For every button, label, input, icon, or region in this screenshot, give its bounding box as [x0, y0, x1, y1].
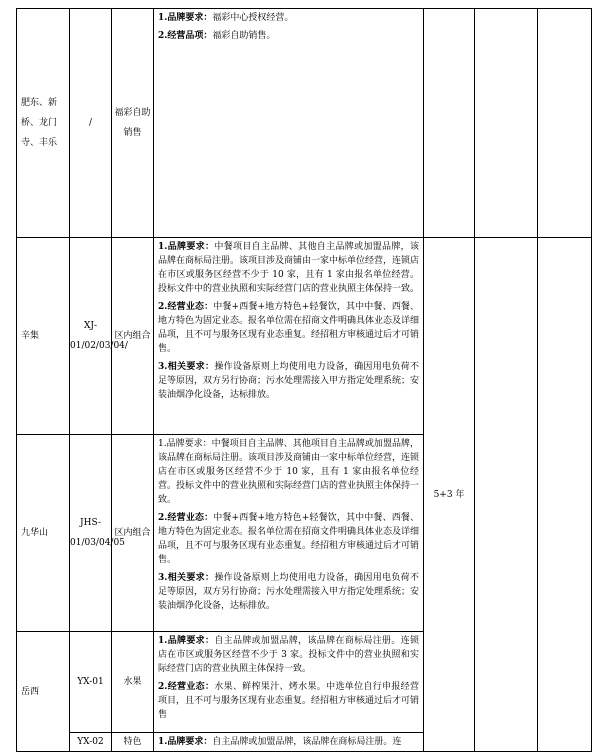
location-cell: 肥东、新桥、龙门寺、丰乐 — [17, 9, 70, 238]
code-cell: JHS-01/03/04/05 — [70, 435, 112, 632]
empty-cell — [475, 238, 538, 752]
type-cell: 水果 — [112, 632, 154, 733]
code-cell: YX-01 — [70, 632, 112, 733]
code-cell: YX-02 — [70, 733, 112, 752]
type-cell: 特色 — [112, 733, 154, 752]
tender-table — [16, 8, 592, 752]
location-cell: 辛集 — [17, 238, 70, 435]
empty-cell — [538, 9, 592, 238]
requirements-cell: 1.品牌要求：自主品牌或加盟品牌，该品牌在商标局注册。连锁店在市区或服务区经营不少于 3 家。投标文件中的营业执照和实际经营门店的营业执照主体保持一致。 2.经营业态：水果、鲜榨果汁、烤水果。中选单位自行申报经营项目，且不可与服务区现有业态重复。经招租方审核通过后才可销售 — [154, 632, 424, 733]
location-cell: 九华山 — [17, 435, 70, 632]
term-cell: 5+3 年 — [424, 238, 475, 752]
table-row — [17, 9, 592, 238]
requirements-cell: 1.品牌要求：中餐项目自主品牌、其他自主品牌或加盟品牌，该品牌在商标局注册。该项目涉及商铺由一家中标单位经营，连锁店在市区或服务区经营不少于 10 家，且有 1 家由报名单位经营。投标文件中的营业执照和实际经营门店的营业执照主体保持一致。 2.经营业态：中餐+西餐+地方特色+轻餐饮，其中中餐、西餐、地方特色为固定业态。报名单位需在招商文件明确具体业态及详细品项，且不可与服务区现有业态重复。经招租方审核通过后才可销售。 3.相关要求：操作设备原则上均使用电力设备，确因用电负荷不足等原因，双方另行协商；污水处理需接入甲方指定处理系统；安装油烟净化设备，达标排放。 — [154, 238, 424, 435]
term-cell — [424, 9, 475, 238]
requirements-cell: 1.品牌要求：自主品牌或加盟品牌，该品牌在商标局注册。连 — [154, 733, 424, 752]
type-cell: 福彩自助销售 — [112, 9, 154, 238]
empty-cell — [475, 9, 538, 238]
empty-cell — [538, 238, 592, 752]
table-row — [17, 238, 592, 435]
type-cell: 区内组合 — [112, 238, 154, 435]
code-cell: / — [70, 9, 112, 238]
type-cell: 区内组合 — [112, 435, 154, 632]
location-cell: 岳西 — [17, 632, 70, 752]
requirements-cell: 1.品牌要求：福彩中心授权经营。 2.经营品项：福彩自助销售。 — [154, 9, 424, 238]
requirements-cell: 1.品牌要求：中餐项目自主品牌、其他项目自主品牌或加盟品牌，该品牌在商标局注册。该项目涉及商铺由一家中标单位经营，连锁店在市区或服务区经营不少于 10 家，且有 1 家由报名单位经营。投标文件中的营业执照和实际经营门店的营业执照主体保持一致。 2.经营业态：中餐+西餐+地方特色+轻餐饮，其中中餐、西餐、地方特色为固定业态。报名单位需在招商文件明确具体业态及详细品项，且不可与服务区现有业态重复。经招租方审核通过后才可销售。 3.相关要求：操作设备原则上均使用电力设备，确因用电负荷不足等原因，双方另行协商；污水处理需接入甲方指定处理系统；安装油烟净化设备，达标排放。 — [154, 435, 424, 632]
code-cell: XJ-01/02/03/04/ — [70, 238, 112, 435]
